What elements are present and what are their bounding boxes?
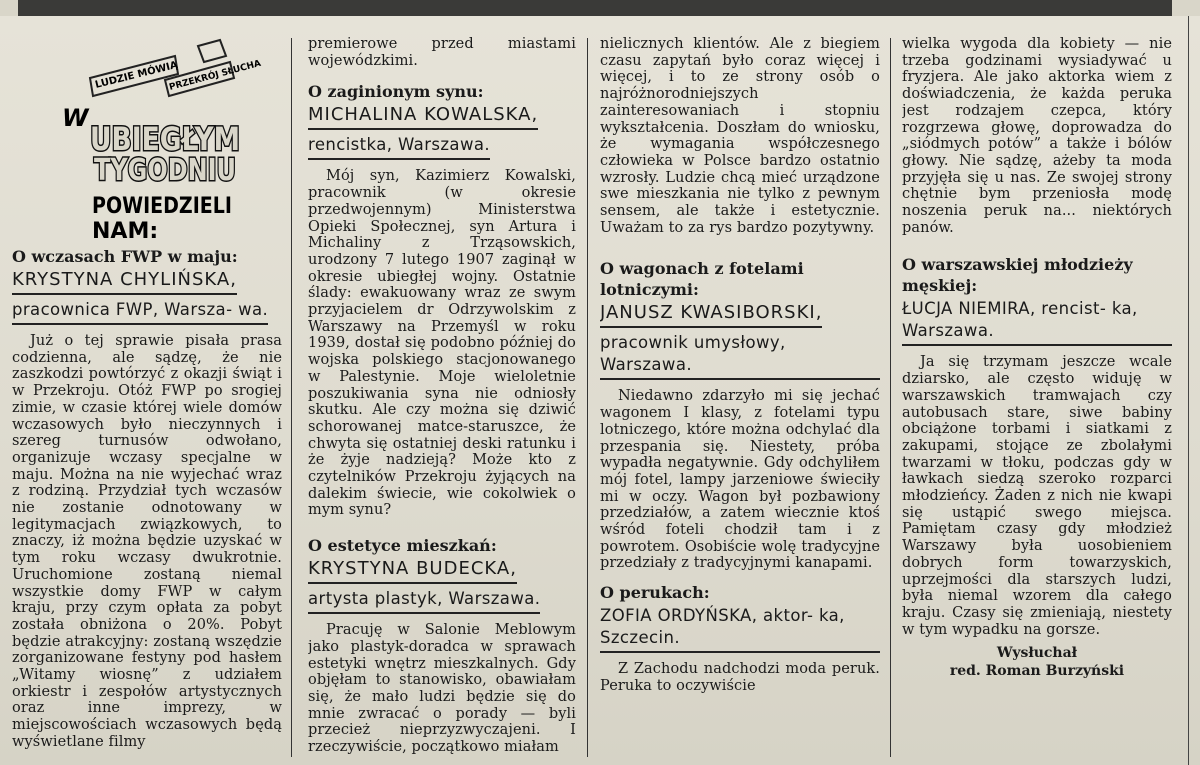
column-rule <box>890 38 891 757</box>
stamp-line2: PRZEKRÓJ SŁUCHA <box>168 58 263 93</box>
speaker-role: rencistka, Warszawa. <box>308 134 576 160</box>
column-4 <box>902 36 1172 765</box>
speaker-name: KRYSTYNA BUDECKA, <box>308 558 576 584</box>
signature-line2: red. Roman Burzyński <box>949 663 1125 680</box>
title-line1: UBIEGŁYM <box>90 120 240 158</box>
top-dark-band <box>18 0 1172 16</box>
column-3 <box>600 36 880 765</box>
speaker-name: ZOFIA ORDYŃSKA, aktor- ka, Szczecin. <box>600 605 880 653</box>
article-body: Mój syn, Kazimierz Kowalski, pracownik (w okresie przedwojennym) Ministerstwa Opieki Społecznej, syn Artura i Michaliny z Trząsowskich, urodzony 7 lutego 1907 zaginął w okresie ubiegłej wojny. Ostatnie ślady: ewakuowany wraz ze swym przyjacielem dr Odrzywolskim z Warszawy na Przemyśl w roku 1939, dostał się podobno później do wojska polskiego stacjonowanego w Palestynie. Moje wieloletnie poszukiwania syna nie odniosły skutku. Ale czy można się dziwić schorowanej matce-staruszce, że chwyta się ostatniej deski ratunku i że żyje nadzieją? Może kto z czytelników Przekroju żyjących na dalekim świecie, wie cokolwiek o mym synu? <box>308 168 576 519</box>
article-body-continued: wielka wygoda dla kobiety — nie trzeba godzinami wysiadywać u fryzjera. Ale jako aktorka wiem z doświadczenia, że każda peruka jest rodzajem czepca, który rozgrzewa głowę, doprowadza do „siódmych potów” a także i bólów głowy. Nie sądzę, ażeby ta moda przyjęła się u nas. Ze swojej strony chętnie bym przeniosła modę noszenia peruk na... niektórych panów. <box>902 36 1172 236</box>
column-rule <box>291 38 292 757</box>
page-edge-rule <box>1188 16 1189 765</box>
column-1 <box>12 234 282 765</box>
stamp-badge <box>90 40 262 96</box>
speaker-role: pracownica FWP, Warsza- wa. <box>12 299 282 325</box>
speaker-role: pracownik umysłowy, Warszawa. <box>600 332 880 380</box>
title-line4: NAM: <box>92 219 159 243</box>
topic-heading: O warszawskiej młodzieży męskiej: <box>902 255 1133 296</box>
article-body-continued: nielicznych klientów. Ale z biegiem czasu zapytań było coraz więcej i więcej, i to ze strony osób o najróżnorodniejszych zainteresowaniach i stopniu wykształcenia. Doszłam do wniosku, że wymagania współczesnego człowieka w Polsce bardzo ostatnio wzrosły. Ludzie chcą mieć urządzone swe mieszkania nie tylko z pewnym sensem, ale także i estetycznie. Uważam to za rys bardzo pozytywny. <box>600 36 880 236</box>
title-line2: TYGODNIU <box>94 153 236 188</box>
article-body: Z Zachodu nadchodzi moda peruk. Peruka to oczywiście <box>600 661 880 694</box>
article-body: Ja się trzymam jeszcze wcale dziarsko, ale często widuję w warszawskich tramwajach czy autobusach stare, siwe babiny obciążone torbami i siatkami z zakupami, stojące ze zbolałymi twarzami w tłoku, podczas gdy w ławkach siedzą szeroko rozparci młodzieńcy. Żaden z nich nie kwapi się ustąpić swego miejsca. Pamiętam czasy gdy młodzież Warszawy była uosobieniem dobrych form towarzyskich, uprzejmości dla starszych ludzi, była niemal wzorem dla całego kraju. Czasy się zmieniają, niestety w tym wypadku na gorsze. <box>902 354 1172 638</box>
topic-heading: O wagonach z fotelami lotniczymi: <box>600 259 804 300</box>
speaker-name: KRYSTYNA CHYLIŃSKA, <box>12 269 282 295</box>
article-body: Niedawno zdarzyło mi się jechać wagonem I klasy, z fotelami typu lotniczego, które można odchylać dla przespania się. Niestety, próba wypadła negatywnie. Gdy odchyliłem mój fotel, lampy jarzeniowe świeciły mi w oczy. Wagon był pozbawiony przedziałów, a zatem wiecznie ktoś wśród foteli chodził tam i z powrotem. Osobiście wolę tradycyjne przedziały z tradycyjnymi kanapami. <box>600 388 880 572</box>
stamp-line1: LUDZIE MÓWIĄ <box>94 59 179 91</box>
speaker-role: artysta plastyk, Warszawa. <box>308 588 576 614</box>
title-prefix: W <box>62 104 89 132</box>
topic-heading: O zaginionym synu: <box>308 82 484 102</box>
topic-heading: O estetyce mieszkań: <box>308 536 497 556</box>
speaker-name: ŁUCJA NIEMIRA, rencist- ka, Warszawa. <box>902 298 1172 346</box>
column-logo <box>60 38 285 243</box>
speaker-name: JANUSZ KWASIBORSKI, <box>600 302 880 328</box>
article-body: Już o tej sprawie pisała prasa codzienna, ale sądzę, że nie zaszkodzi powtórzyć z okazji świąt i w Przekroju. Otóż FWP po srogiej zimie, w czasie której wiele domów wczasowych było nieczynnych i szereg turnusów odwołano, organizuje wczasy specjalne w maju. Można na nie wyjechać wraz z rodziną. Przydział tych wczasów nie zostanie odnotowany w legitymacjach związkowych, to znaczy, iż można będzie uzyskać w tym roku wczasy dwukrotnie. Uruchomione zostaną niemal wszystkie domy FWP w całym kraju, przy czym opłata za pobyt została obniżona o 20%. Pobyt będzie atrakcyjny: zostaną wszędzie zorganizowane festyny pod hasłem „Witamy wiosnę” z udziałem orkiestr i zespołów artystycznych oraz inne imprezy, w miejscowościach wczasowych będą wyświetlane filmy <box>12 333 282 750</box>
column-2 <box>308 36 576 765</box>
article-body: Pracuję w Salonie Meblowym jako plastyk-doradca w sprawach estetyki wnętrz mieszkalnych. Gdy objęłam to stanowisko, obawiałam się, że mało ludzi będzie się do mnie zwracać o porady — byli przecież nieprzyzwyczajeni. I rzeczywiście, początkowo miałam <box>308 622 576 756</box>
signature <box>902 644 1172 680</box>
signature-line1: Wysłuchał <box>996 645 1078 662</box>
topic-heading: O perukach: <box>600 583 710 603</box>
title-line3: POWIEDZIELI <box>92 194 232 219</box>
article-body-continued: premierowe przed miastami wojewódzkimi. <box>308 36 576 69</box>
newspaper-page <box>0 16 1200 765</box>
topic-heading: O wczasach FWP w maju: <box>12 247 238 266</box>
speaker-name: MICHALINA KOWALSKA, <box>308 104 576 130</box>
column-rule <box>587 38 588 757</box>
